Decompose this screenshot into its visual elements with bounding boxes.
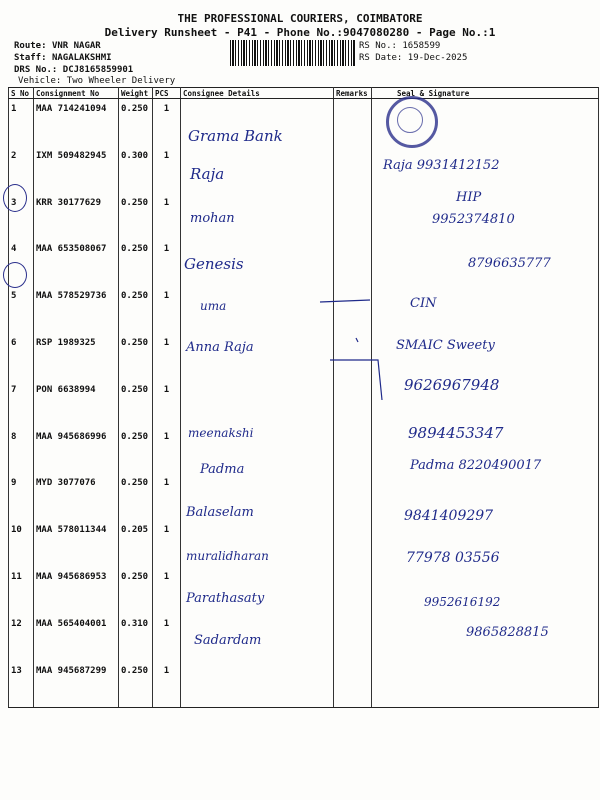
col-remarks: Remarks	[334, 88, 372, 99]
sno-cell: 2	[9, 146, 34, 193]
signature-cell	[372, 286, 599, 333]
sno-cell: 13	[9, 661, 34, 708]
weight-cell: 0.250	[119, 661, 153, 708]
row-3-circle-mark	[3, 184, 27, 212]
table-row	[9, 146, 599, 193]
col-signature: Seal & Signature	[372, 88, 599, 99]
remarks-cell	[334, 567, 372, 614]
remarks-cell	[334, 99, 372, 146]
drs-value: DCJ8165859901	[62, 65, 134, 75]
consignment-no-cell: MAA 578529736	[34, 286, 119, 333]
signature-handwriting: 9865828815	[466, 625, 549, 640]
pcs-cell: 1	[153, 614, 181, 661]
sno-cell: 1	[9, 99, 34, 146]
sno-cell: 6	[9, 333, 34, 380]
signature-handwriting: CIN	[410, 296, 437, 311]
signature-handwriting: 8796635777	[468, 256, 551, 271]
sno-cell: 9	[9, 473, 34, 520]
consignment-no-cell: PON 6638994	[34, 380, 119, 427]
weight-cell: 0.250	[119, 567, 153, 614]
consignee-cell	[181, 661, 334, 708]
consignment-no-cell: MAA 945686953	[34, 567, 119, 614]
pcs-cell: 1	[153, 427, 181, 474]
remarks-cell	[334, 239, 372, 286]
table-header-row	[9, 88, 599, 99]
consignee-handwriting: Balaselam	[186, 505, 254, 520]
col-consignment: Consignment No	[34, 88, 119, 99]
pcs-cell: 1	[153, 286, 181, 333]
runsheet-title: Delivery Runsheet - P41 - Phone No.:9047080280 - Page No.:1	[104, 26, 496, 39]
consignment-no-cell: MAA 565404001	[34, 614, 119, 661]
weight-cell: 0.250	[119, 473, 153, 520]
pcs-cell: 1	[153, 567, 181, 614]
weight-cell: 0.205	[119, 520, 153, 567]
weight-cell: 0.250	[119, 239, 153, 286]
barcode	[230, 40, 356, 66]
remarks-cell	[334, 614, 372, 661]
consignment-no-cell: RSP 1989325	[34, 333, 119, 380]
sno-cell: 12	[9, 614, 34, 661]
consignment-no-cell: MAA 945687299	[34, 661, 119, 708]
consignee-handwriting: Raja	[190, 165, 225, 183]
seal-stamp-inner	[397, 107, 423, 133]
vehicle-label: Vehicle:	[18, 76, 62, 86]
pcs-cell: 1	[153, 661, 181, 708]
pcs-cell: 1	[153, 193, 181, 240]
remarks-cell	[334, 427, 372, 474]
drs-label: DRS No.:	[14, 65, 58, 75]
signature-handwriting: 9952374810	[432, 212, 515, 227]
rs-no-value: 1658599	[402, 41, 441, 51]
signature-cell	[372, 661, 599, 708]
pcs-cell: 1	[153, 146, 181, 193]
route-line	[14, 41, 101, 51]
remarks-cell	[334, 661, 372, 708]
pcs-cell: 1	[153, 239, 181, 286]
consignee-handwriting: Genesis	[184, 255, 244, 273]
weight-cell: 0.250	[119, 286, 153, 333]
table-row	[9, 99, 599, 146]
vehicle-line	[18, 76, 175, 86]
sno-cell: 5	[9, 286, 34, 333]
rs-date-line	[359, 53, 467, 63]
table-row	[9, 661, 599, 708]
consignment-no-cell: MAA 945686996	[34, 427, 119, 474]
weight-cell: 0.250	[119, 333, 153, 380]
table-row	[9, 473, 599, 520]
weight-cell: 0.250	[119, 193, 153, 240]
sno-cell: 10	[9, 520, 34, 567]
remarks-cell	[334, 520, 372, 567]
weight-cell: 0.250	[119, 380, 153, 427]
consignment-no-cell: MAA 714241094	[34, 99, 119, 146]
signature-handwriting: 9626967948	[404, 376, 500, 394]
signature-handwriting: HIP	[456, 190, 482, 205]
rs-no-label: RS No.:	[359, 41, 397, 51]
signature-handwriting: 9841409297	[404, 508, 494, 524]
vehicle-value: Two Wheeler Delivery	[66, 76, 176, 86]
sno-cell: 3	[9, 193, 34, 240]
pcs-cell: 1	[153, 520, 181, 567]
weight-cell: 0.300	[119, 146, 153, 193]
rs-no-line	[359, 41, 440, 51]
consignee-handwriting: muralidharan	[186, 549, 269, 563]
route-value: VNR NAGAR	[51, 41, 101, 51]
consignee-handwriting: meenakshi	[188, 426, 254, 440]
staff-value: NAGALAKSHMI	[51, 53, 112, 63]
drs-line	[14, 65, 133, 75]
consignee-handwriting: Padma	[200, 462, 245, 477]
pcs-cell: 1	[153, 99, 181, 146]
sno-cell: 11	[9, 567, 34, 614]
table-row	[9, 567, 599, 614]
consignee-handwriting: Anna Raja	[186, 340, 254, 355]
pcs-cell: 1	[153, 380, 181, 427]
weight-cell: 0.250	[119, 99, 153, 146]
route-label: Route:	[14, 41, 47, 51]
col-sno: S No	[9, 88, 34, 99]
table-row	[9, 520, 599, 567]
signature-handwriting: 77978 03556	[406, 550, 500, 566]
consignee-handwriting: Sadardam	[194, 633, 262, 648]
sno-cell: 7	[9, 380, 34, 427]
remarks-cell	[334, 473, 372, 520]
consignee-handwriting: mohan	[190, 211, 235, 226]
rs-date-value: 19-Dec-2025	[407, 53, 468, 63]
weight-cell: 0.250	[119, 427, 153, 474]
signature-handwriting: 9952616192	[424, 595, 501, 609]
staff-line	[14, 53, 112, 63]
rs-date-label: RS Date:	[359, 53, 403, 63]
signature-handwriting: Raja 9931412152	[383, 158, 500, 173]
consignee-handwriting: Parathasaty	[186, 591, 265, 606]
consignment-no-cell: IXM 509482945	[34, 146, 119, 193]
signature-handwriting: 9894453347	[408, 424, 504, 442]
consignment-no-cell: MYD 3077076	[34, 473, 119, 520]
consignment-no-cell: MAA 578011344	[34, 520, 119, 567]
col-consignee: Consignee Details	[181, 88, 334, 99]
weight-cell: 0.310	[119, 614, 153, 661]
remarks-cell	[334, 146, 372, 193]
consignee-handwriting: uma	[200, 299, 227, 313]
consignment-no-cell: KRR 30177629	[34, 193, 119, 240]
sno-cell: 8	[9, 427, 34, 474]
consignee-handwriting: Grama Bank	[188, 127, 283, 145]
staff-label: Staff:	[14, 53, 47, 63]
sno-cell: 4	[9, 239, 34, 286]
row-5-circle-mark	[3, 262, 27, 288]
col-weight: Weight	[119, 88, 153, 99]
remarks-cell	[334, 193, 372, 240]
pcs-cell: 1	[153, 333, 181, 380]
signature-handwriting: SMAIC Sweety	[396, 338, 495, 353]
consignment-no-cell: MAA 653508067	[34, 239, 119, 286]
col-pcs: PCS	[153, 88, 181, 99]
signature-handwriting: Padma 8220490017	[410, 458, 542, 473]
handwritten-strokes	[300, 290, 390, 410]
pcs-cell: 1	[153, 473, 181, 520]
company-title: THE PROFESSIONAL COURIERS, COIMBATORE	[177, 12, 423, 25]
